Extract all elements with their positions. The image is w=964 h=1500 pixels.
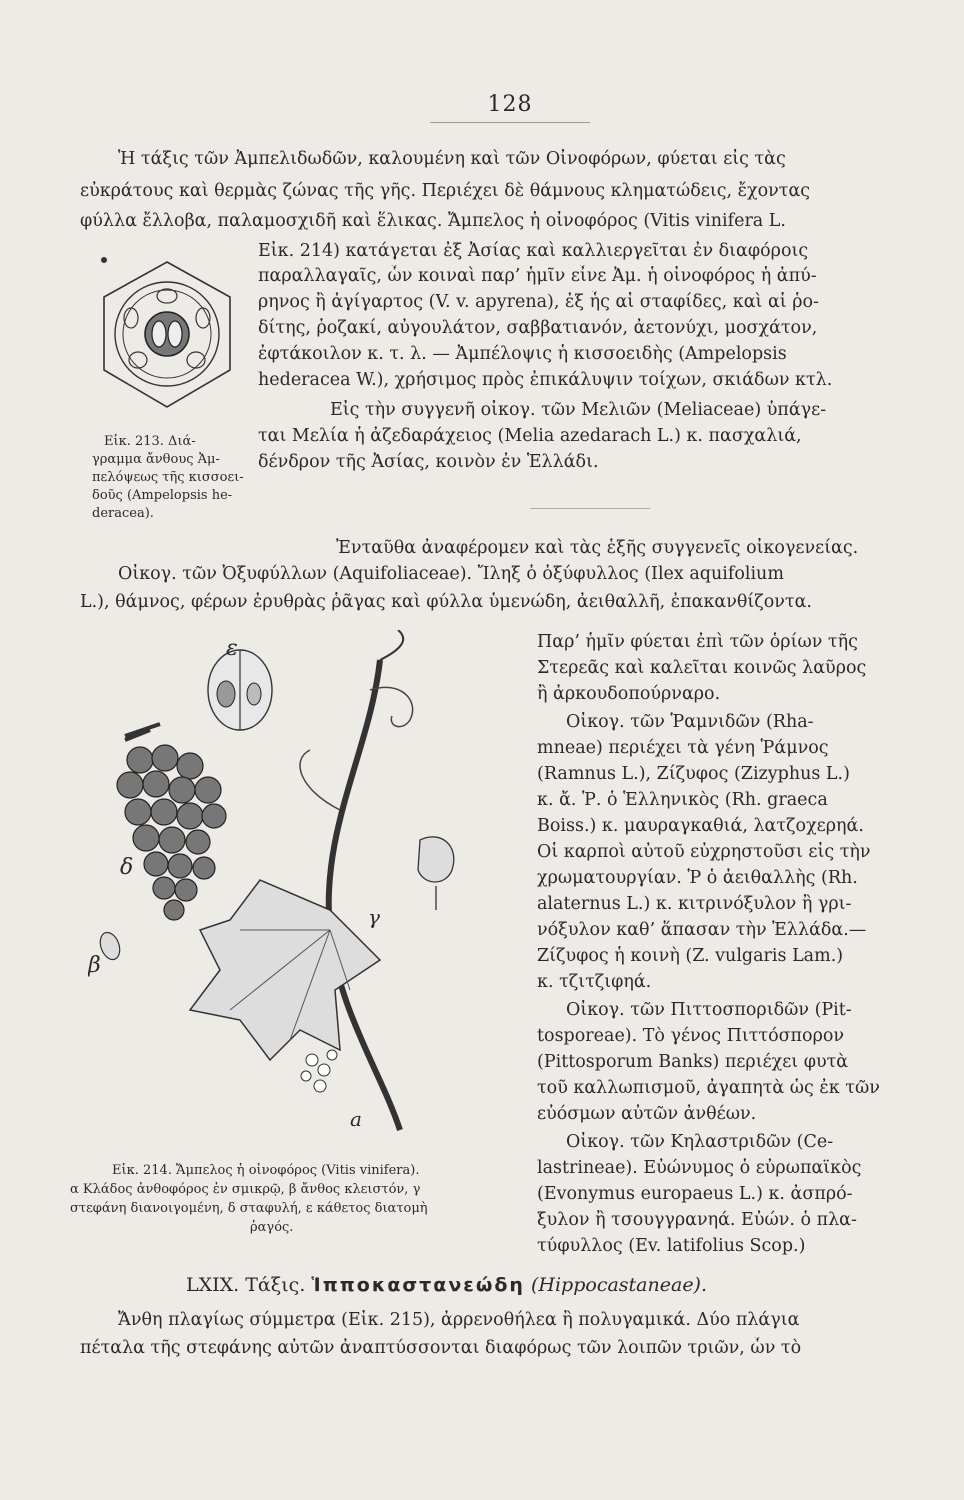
text-line: hederacea W.), χρήσιμος πρὸς ἐπικάλυψιν τοίχων, σκιάδων κτλ. bbox=[258, 370, 833, 390]
text-line: ται Μελία ἡ ἀζεδαράχειος (Melia azedarach L.) κ. πασχαλιά, bbox=[258, 426, 802, 446]
text-line: Εἰκ. 214) κατάγεται ἐξ Ἀσίας καὶ καλλιεργεῖται ἐν διαφόροις bbox=[258, 241, 809, 261]
section-heading-title: Ἱπποκαστανεώδη bbox=[311, 1274, 525, 1296]
text-line: (Ramnus L.), Ζίζυφος (Zizyphus L.) bbox=[537, 764, 850, 784]
page-number-rule bbox=[430, 122, 590, 123]
text-line: (Evonymus europaeus L.) κ. ἀσπρό- bbox=[537, 1184, 853, 1204]
text-line: ρηνος ἢ ἀγίγαρτος (V. v. apyrena), ἐξ ἧς αἱ σταφίδες, καὶ αἱ ῥο- bbox=[258, 292, 819, 312]
text-line: Ἄνθη πλαγίως σύμμετρα (Εἰκ. 215), ἀρρενοθήλεα ἢ πολυγαμικά. Δύο πλάγια bbox=[118, 1310, 800, 1330]
text-line: L.), θάμνος, φέρων ἐρυθρὰς ῥᾶγας καὶ φύλλα ὑμενώδη, ἀειθαλλῆ, ἐπακανθίζοντα. bbox=[80, 592, 812, 612]
text-line: Στερεᾶς καὶ καλεῖται κοινῶς λαῦρος bbox=[537, 658, 867, 678]
figure-caption-line: deracea). bbox=[92, 506, 154, 521]
text-line: εὐκράτους καὶ θερμὰς ζώνας τῆς γῆς. Περιέχει δὲ θάμνους κληματώδεις, ἔχοντας bbox=[80, 181, 811, 201]
text-line: Ἡ τάξις τῶν Ἀμπελιδωδῶν, καλουμένη καὶ τῶν Οἰνοφόρων, φύεται εἰς τὰς bbox=[118, 149, 786, 169]
text-line: κ. τζιτζιφηά. bbox=[537, 972, 652, 992]
section-heading-prefix: LXIX. Τάξις. bbox=[186, 1274, 306, 1296]
section-heading bbox=[186, 1274, 707, 1296]
text-line: ξυλον ἢ τσουγγρανηά. Εὐών. ὁ πλα- bbox=[537, 1210, 857, 1230]
text-line: mneae) περιέχει τὰ γένη Ῥάμνος bbox=[537, 738, 829, 758]
grapevine-illustration bbox=[80, 630, 510, 1160]
text-line: Εἰς τὴν συγγενῆ οἰκογ. τῶν Μελιῶν (Meliaceae) ὑπάγε- bbox=[330, 400, 827, 420]
text-line: κ. ἄ. Ῥ. ὁ Ἑλληνικὸς (Rh. graeca bbox=[537, 790, 828, 810]
figure-label-e: ε bbox=[226, 638, 238, 660]
floral-diagram-figure bbox=[92, 252, 242, 417]
text-line: Οἰκογ. τῶν Κηλαστριδῶν (Ce- bbox=[566, 1132, 834, 1152]
text-line: δίτης, ῥοζακί, αὐγουλάτον, σαββατιανόν, ἀετονύχι, μοσχάτον, bbox=[258, 318, 818, 338]
figure-caption-line: Εἰκ. 213. Διά- bbox=[104, 434, 196, 449]
text-line: δένδρον τῆς Ἀσίας, κοινὸν ἐν Ἑλλάδι. bbox=[258, 452, 599, 472]
figure-caption-line: Εἰκ. 214. Ἄμπελος ἡ οἰνοφόρος (Vitis vinifera). bbox=[112, 1163, 420, 1178]
text-line: Οἰκογ. τῶν Πιττοσποριδῶν (Pit- bbox=[566, 1000, 852, 1020]
figure-caption-line: ῥαγός. bbox=[250, 1220, 294, 1235]
figure-label-a: a bbox=[350, 1108, 362, 1130]
figure-label-g: γ bbox=[368, 906, 380, 928]
text-line: Boiss.) κ. μαυραγκαθιά, λατζοχερηά. bbox=[537, 816, 864, 836]
text-line: εὐόσμων αὐτῶν ἀνθέων. bbox=[537, 1104, 757, 1124]
text-line: Οἱ καρποὶ αὐτοῦ εὐχρηστοῦσι εἰς τὴν bbox=[537, 842, 871, 862]
figure-caption-line: δοῦς (Ampelopsis he- bbox=[92, 488, 233, 503]
section-heading-latin: (Hippocastaneae). bbox=[531, 1274, 708, 1296]
figure-caption-line: στεφάνη διανοιγομένη, δ σταφυλή, ε κάθετος διατομὴ bbox=[70, 1201, 428, 1216]
figure-caption-line: α Κλάδος ἀνθοφόρος ἐν σμικρῷ, β ἄνθος κλειστόν, γ bbox=[70, 1182, 421, 1197]
text-line: Ἐνταῦθα ἀναφέρομεν καὶ τὰς ἑξῆς συγγενεῖς οἰκογενείας. bbox=[336, 538, 859, 558]
text-line: (Pittosporum Banks) περιέχει φυτὰ bbox=[537, 1052, 849, 1072]
text-line: ἢ ἀρκουδοπούρναρο. bbox=[537, 684, 721, 704]
text-line: Ζίζυφος ἡ κοινὴ (Z. vulgaris Lam.) bbox=[537, 946, 844, 966]
text-line: πέταλα τῆς στεφάνης αὐτῶν ἀναπτύσσονται διαφόρως τῶν λοιπῶν τριῶν, ὧν τὸ bbox=[80, 1338, 802, 1358]
text-line: alaternus L.) κ. κιτρινόξυλον ἢ γρι- bbox=[537, 894, 852, 914]
text-line: Παρ’ ἡμῖν φύεται ἐπὶ τῶν ὁρίων τῆς bbox=[537, 632, 858, 652]
text-line: νόξυλον καθ’ ἅπασαν τὴν Ἑλλάδα.— bbox=[537, 920, 867, 940]
text-line: Οἰκογ. τῶν Ῥαμνιδῶν (Rha- bbox=[566, 712, 814, 732]
text-line: φύλλα ἔλλοβα, παλαμοσχιδῆ καὶ ἕλικας. Ἄμπελος ἡ οἰνοφόρος (Vitis vinifera L. bbox=[80, 211, 786, 231]
page-number: 128 bbox=[487, 92, 533, 117]
text-line: Οἰκογ. τῶν Ὀξυφύλλων (Aquifoliaceae). Ἴληξ ὁ ὀξύφυλλος (Ilex aquifolium bbox=[118, 564, 784, 584]
text-line: ἐφτάκοιλον κ. τ. λ. — Ἀμπέλοψις ἡ κισσοειδὴς (Ampelopsis bbox=[258, 344, 787, 364]
text-line: τύφυλλος (Ev. latifolius Scop.) bbox=[537, 1236, 806, 1256]
text-line: παραλλαγαῖς, ὧν κοιναὶ παρ’ ἡμῖν εἶνε Ἀμ. ἡ οἰνοφόρος ἡ ἀπύ- bbox=[258, 266, 817, 286]
text-line: χρωματουργίαν. Ῥ ὁ ἀειθαλλὴς (Rh. bbox=[537, 868, 858, 888]
text-line: τοῦ καλλωπισμοῦ, ἀγαπητὰ ὡς ἐκ τῶν bbox=[537, 1078, 880, 1098]
figure-label-d: δ bbox=[120, 857, 134, 879]
text-line: lastrineae). Εὐώνυμος ὁ εὐρωπαϊκὸς bbox=[537, 1158, 862, 1178]
figure-caption-line: πελόψεως τῆς κισσοει- bbox=[92, 470, 244, 485]
figure-label-b: β bbox=[88, 955, 101, 977]
text-line: tosporeae). Τὸ γένος Πιττόσπορον bbox=[537, 1026, 845, 1046]
section-rule bbox=[530, 508, 650, 509]
figure-caption-line: γραμμα ἄνθους Ἀμ- bbox=[92, 452, 220, 467]
